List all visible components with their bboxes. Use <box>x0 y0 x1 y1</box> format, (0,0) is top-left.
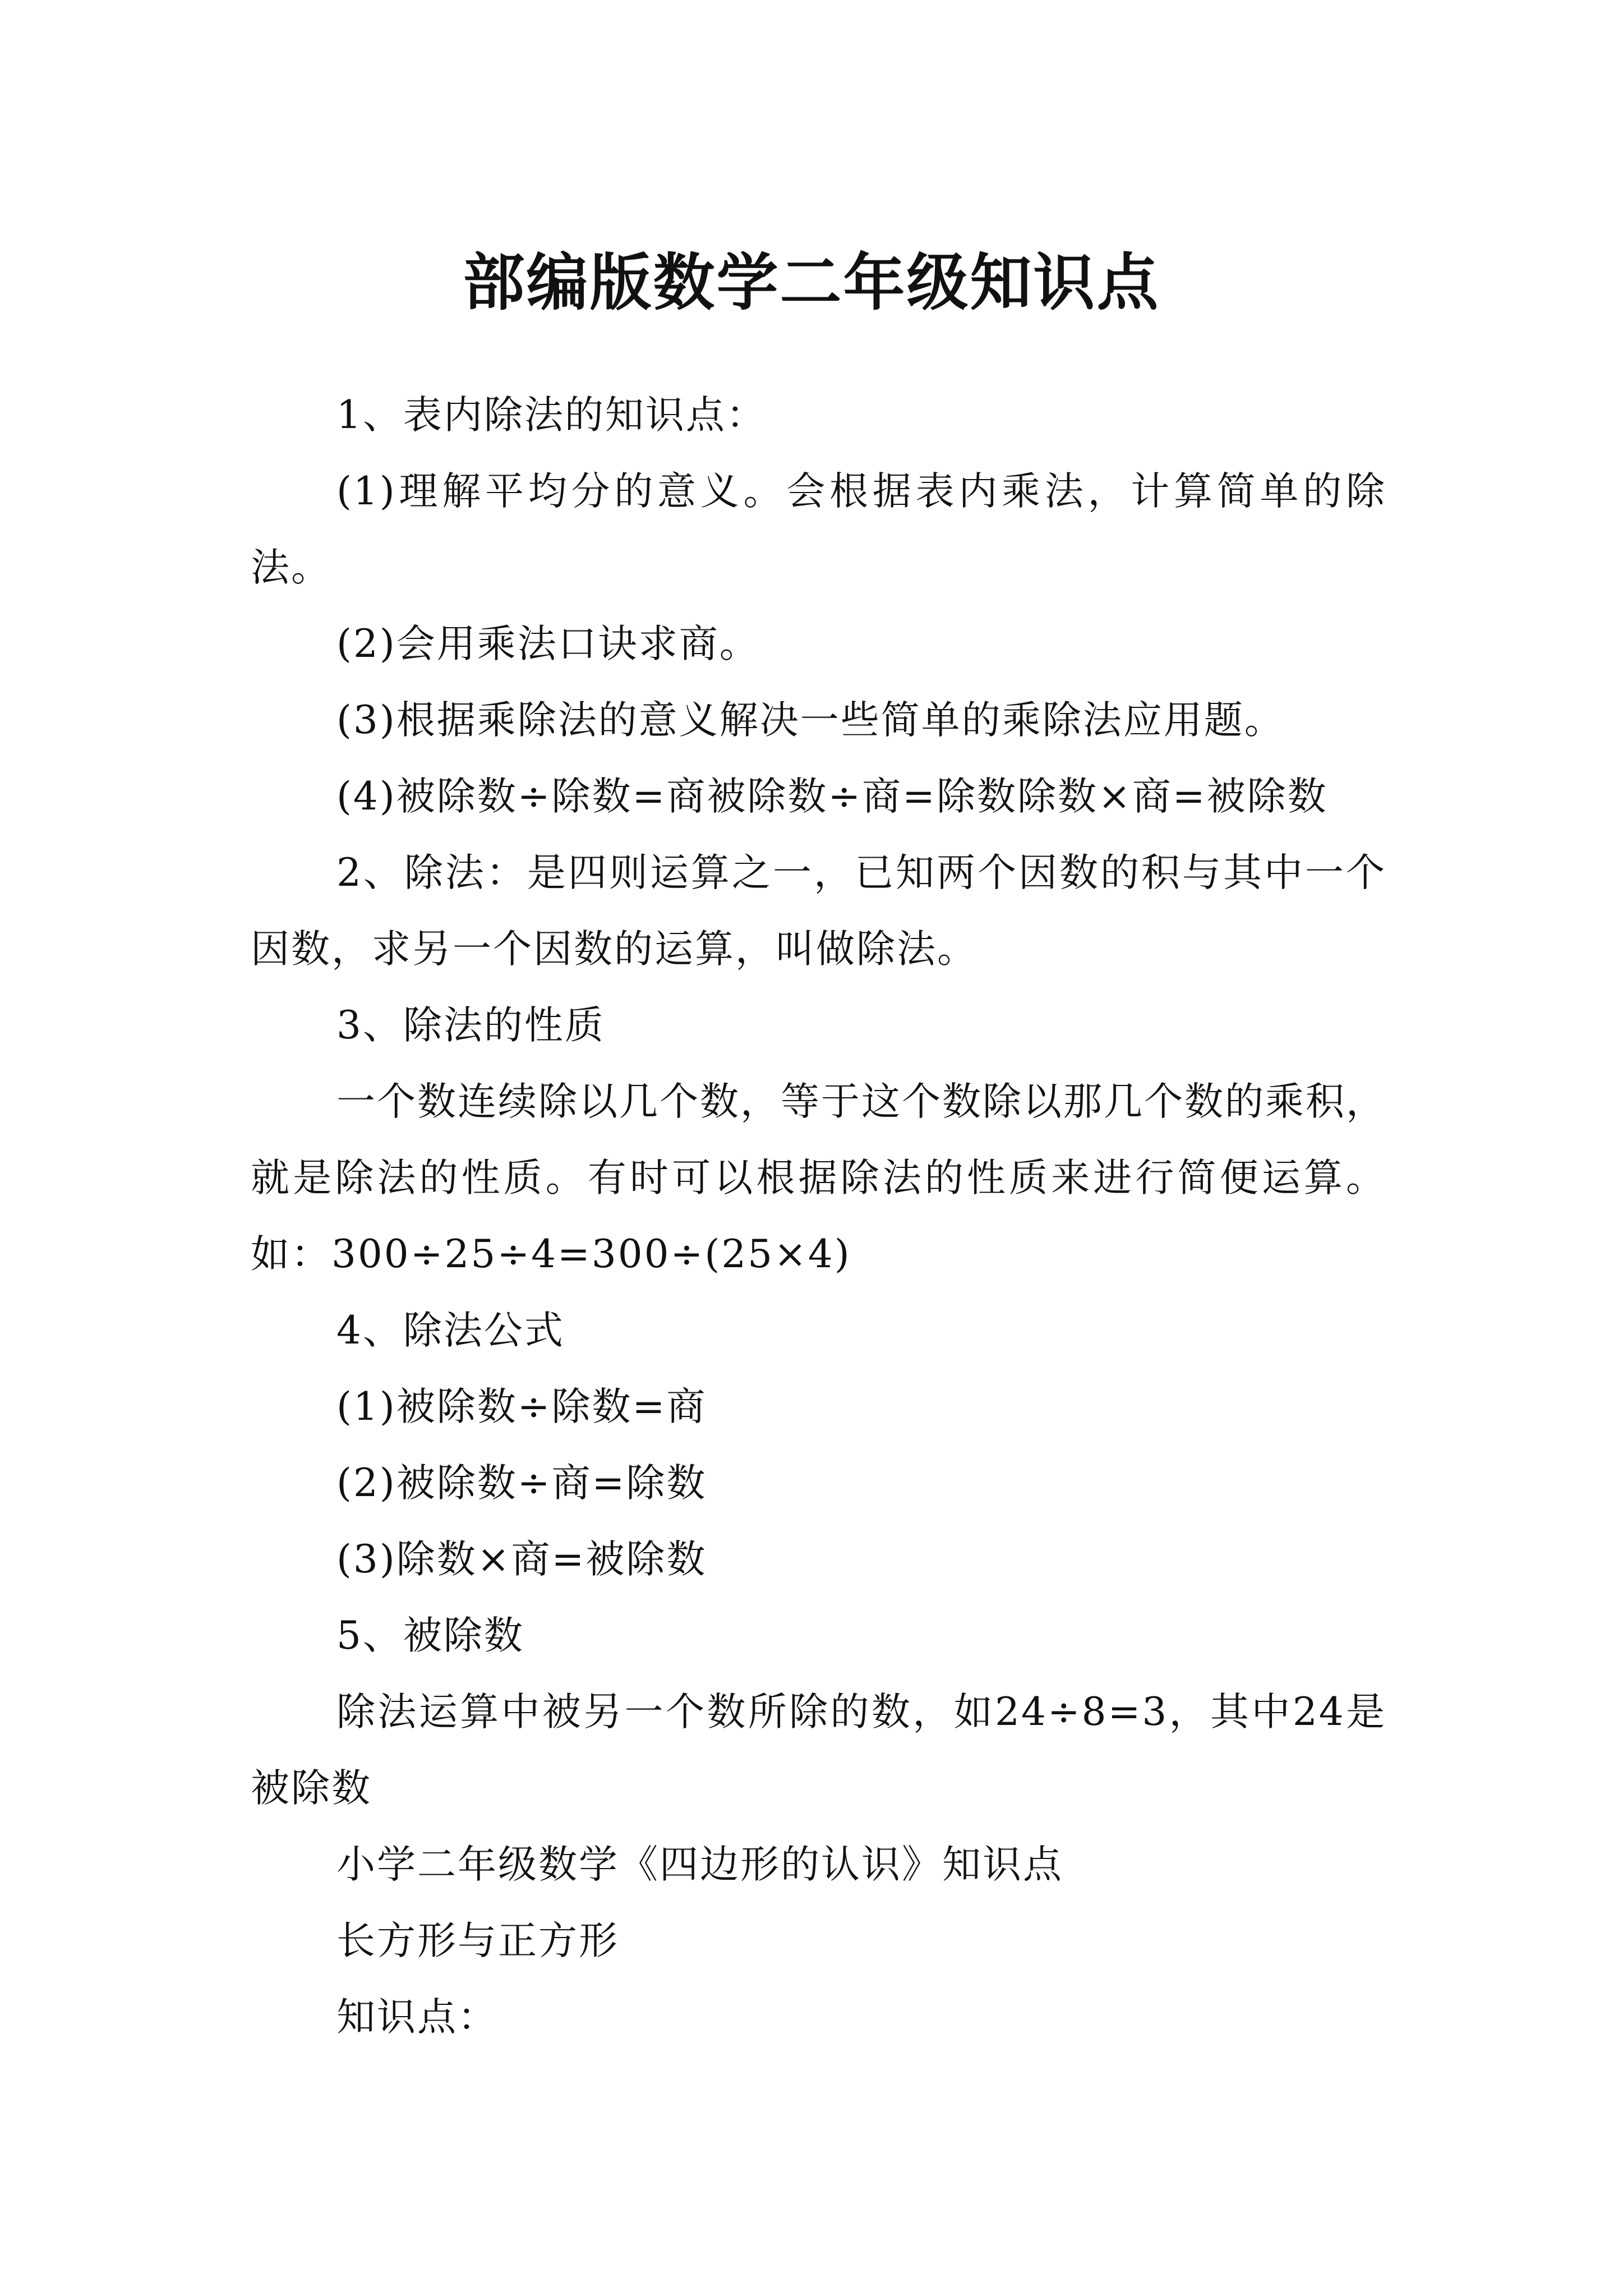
page-title: 部编版数学二年级知识点 <box>463 246 1160 319</box>
document-body <box>251 377 1386 2055</box>
paragraph-section-5-heading: 5、被除数 <box>336 1613 524 1658</box>
paragraph-rectangle-square: 长方形与正方形 <box>336 1918 619 1963</box>
paragraph-section-3-body: 一个数连续除以几个数，等于这个数除以那几个数的乘积，就是除法的性质。有时可以根据除法的性质来进行简便运算。如：300÷25÷4=300÷(25×4) <box>251 1079 1386 1277</box>
paragraph-section-3-heading: 3、除法的性质 <box>336 1003 605 1048</box>
paragraph-item-2: (2)会用乘法口诀求商。 <box>336 622 760 666</box>
paragraph-item-3: (3)根据乘除法的意义解决一些简单的乘除法应用题。 <box>336 698 1285 743</box>
paragraph-item-1: (1)理解平均分的意义。会根据表内乘法，计算简单的除法。 <box>251 469 1386 590</box>
paragraph-formula-2: (2)被除数÷商=除数 <box>336 1461 707 1506</box>
paragraph-item-4: (4)被除数÷除数=商被除数÷商=除数除数×商=被除数 <box>336 774 1328 819</box>
paragraph-section-4-heading: 4、除法公式 <box>336 1308 565 1353</box>
paragraph-quadrilateral-heading: 小学二年级数学《四边形的认识》知识点 <box>336 1842 1063 1887</box>
paragraph-knowledge-points: 知识点： <box>336 1995 498 2040</box>
paragraph-section-5-body: 除法运算中被另一个数所除的数，如24÷8=3，其中24是被除数 <box>251 1690 1386 1811</box>
paragraph-section-1-heading: 1、表内除法的知识点： <box>336 393 767 438</box>
paragraph-formula-3: (3)除数×商=被除数 <box>336 1537 707 1582</box>
paragraph-section-2: 2、除法：是四则运算之一，已知两个因数的积与其中一个因数，求另一个因数的运算，叫做除法。 <box>251 850 1386 972</box>
paragraph-formula-1: (1)被除数÷除数=商 <box>336 1384 707 1429</box>
